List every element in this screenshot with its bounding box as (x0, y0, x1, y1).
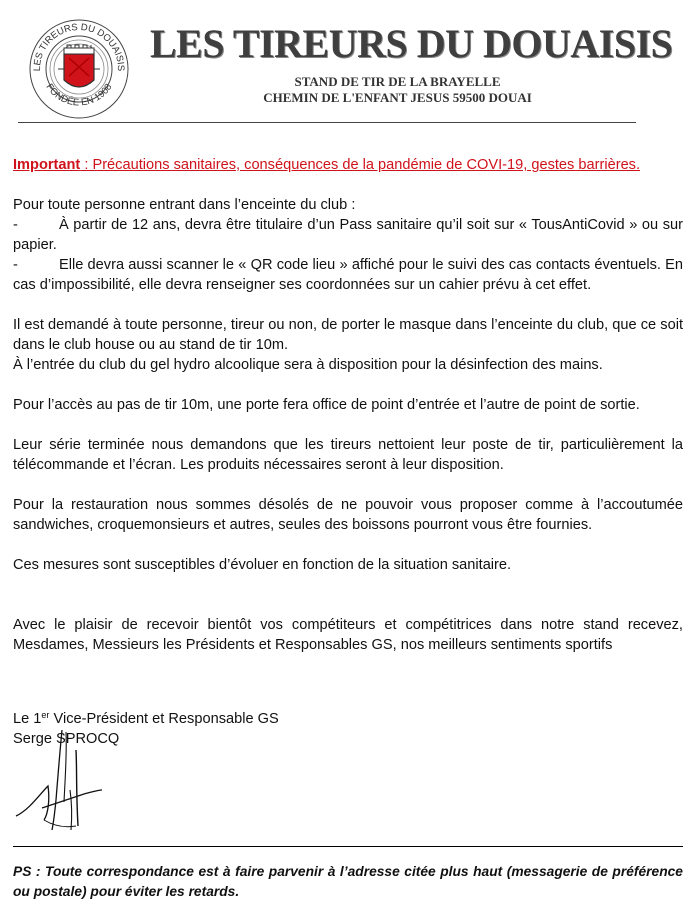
bullet-item-qr (13, 255, 683, 295)
catering-paragraph: Pour la restauration nous sommes désolés de ne pouvoir vous proposer comme à l’accoutumée sandwiches, croquemonsieurs et autres, seules des boissons pourront vous être fournies. (13, 497, 683, 533)
postscript-note: PS : Toute correspondance est à faire parvenir à l’adresse citée plus haut (messagerie de préférence ou postale) pour éviter les retards. (13, 864, 683, 899)
mask-paragraph: Il est demandé à toute personne, tireur ou non, de porter le masque dans l’enceinte du club, que ce soit dans le club house ou au stand de tir 10m. (13, 317, 683, 353)
club-logo (28, 18, 130, 120)
logo-ring-top-text: LES TIREURS DU DOUAISIS (31, 21, 127, 72)
signatory-title: Le 1er Vice-Président et Responsable GS (13, 710, 279, 727)
signatory-name: Serge SPROCQ (13, 731, 120, 747)
crest-icon (28, 18, 130, 120)
letterhead (0, 0, 695, 130)
evolve-paragraph: Ces mesures sont susceptibles d’évoluer en fonction de la situation sanitaire. (13, 557, 512, 573)
address-line-1: STAND DE TIR DE LA BRAYELLE (294, 74, 501, 89)
cleaning-paragraph: Leur série terminée nous demandons que les tireurs nettoient leur poste de tir, particulièrement la télécommande et l’écran. Les produits nécessaires seront à leur disposition. (13, 437, 683, 473)
bullet-item-pass (13, 215, 683, 255)
notice-body (13, 155, 683, 655)
important-label: Important (13, 157, 81, 173)
club-name: LES TIREURS DU DOUAISIS (150, 21, 673, 66)
important-heading (13, 155, 683, 175)
access-paragraph: Pour l’accès au pas de tir 10m, une porte fera office de point d’entrée et l’autre de point de sortie. (13, 397, 640, 413)
bullet-dash: - (13, 257, 18, 273)
bullet-text-qr: Elle devra aussi scanner le « QR code lieu » affiché pour le suivi des cas contacts éventuels. En cas d’impossibilité, elle devra renseigner ses coordonnées sur un cahier prévu à cet effet. (13, 257, 683, 293)
important-text: : Précautions sanitaires, conséquences de la pandémie de COVI-19, gestes barrières. (80, 157, 641, 173)
logo-ring-bottom-text: FONDÉE EN 1908 (43, 81, 115, 109)
header-divider (18, 122, 636, 123)
handwritten-signature (14, 730, 104, 835)
bullet-dash: - (13, 217, 18, 233)
intro-paragraph: Pour toute personne entrant dans l’enceinte du club : (13, 197, 356, 213)
address-line-2: CHEMIN DE L'ENFANT JESUS 59500 DOUAI (263, 90, 532, 105)
closing-paragraph: Avec le plaisir de recevoir bientôt vos compétiteurs et compétitrices dans notre stand recevez, Mesdames, Messieurs les Présidents et Responsables GS, nos meilleurs sentiments sportifs (13, 617, 683, 653)
ps-divider (13, 846, 683, 847)
gel-paragraph: À l’entrée du club du gel hydro alcoolique sera à disposition pour la désinfection des mains. (13, 357, 603, 373)
bullet-text-pass: À partir de 12 ans, devra être titulaire d’un Pass sanitaire qu’il soit sur « TousAntiCovid » ou sur papier. (13, 217, 683, 253)
